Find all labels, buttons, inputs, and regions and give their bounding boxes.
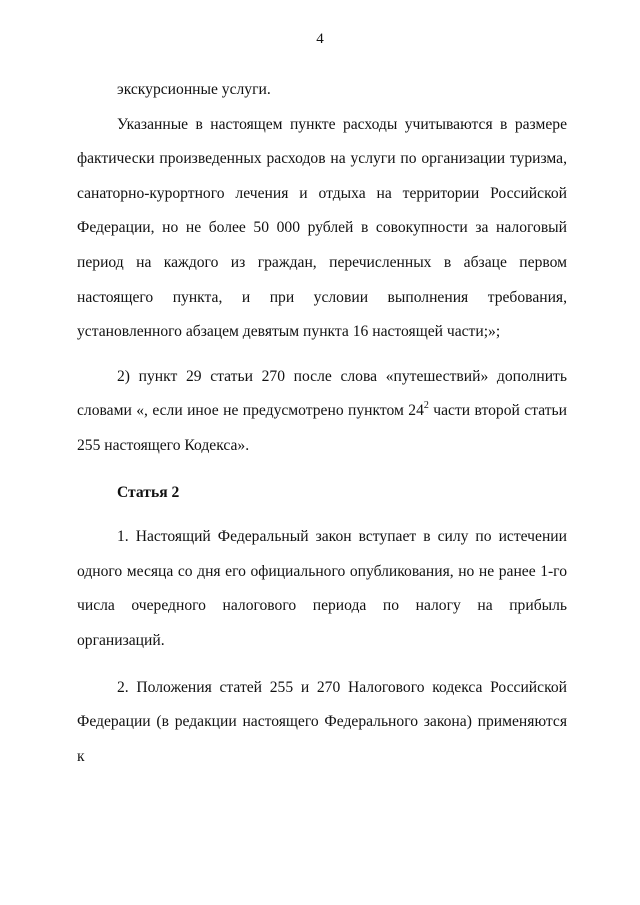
paragraph-item-2-text-end: части второй статьи 255 настоящего Кодекса». [77, 402, 567, 454]
paragraph-excursion-services: экскурсионные услуги. [117, 81, 271, 98]
paragraph-item-2-text: 2) пункт 29 статьи 270 после слова «путешествий» дополнить словами «, если иное не предусмотрено пунктом 24 [77, 367, 567, 420]
superscript-2: 2 [423, 400, 429, 412]
paragraph-expense-limit: Указанные в настоящем пункте расходы учитываются в размере фактически произведенных расходов на услуги по организации туризма, санаторно-курортного лечения и отдыха на территории Российской Федерации, но не более 50 000 рублей в совокупности за налоговый период на каждого из граждан, перечисленных в абзаце первом настоящего пункта, и при условии выполнения требования, установленного абзацем девятым пункта 16 настоящей части;»; [77, 115, 567, 341]
article-2-heading: Статья 2 [117, 483, 180, 501]
page-number: 4 [316, 31, 324, 47]
paragraph-article-2-item-2: 2. Положения статей 255 и 270 Налогового кодекса Российской Федерации (в редакции настоящего Федерального закона) применяются к [77, 678, 567, 765]
document-body [77, 73, 567, 774]
paragraph-article-2-item-1: 1. Настоящий Федеральный закон вступает в силу по истечении одного месяца со дня его официального опубликования, но не ранее 1-го числа очередного налогового периода по налогу на прибыль организаций. [77, 528, 567, 649]
paragraph-item-2 [77, 360, 567, 464]
